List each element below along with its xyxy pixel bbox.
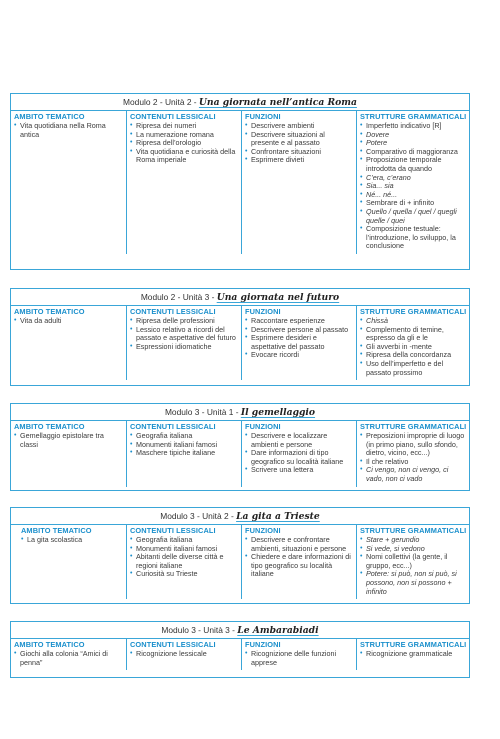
column-contenuti [126,639,241,670]
column-ambito [11,421,126,487]
list-item: • Uso dell’imperfetto e del passato prossimo [360,360,466,377]
column-header: CONTENUTI LESSICALI [130,526,216,535]
column-header: AMBITO TEMATICO [14,422,85,431]
column-header: FUNZIONI [245,640,281,649]
module-title-bar [11,289,469,306]
column-ambito [11,525,126,599]
list-item: • Il che relativo [360,458,466,467]
list-item: • Espressioni idiomatiche [130,343,238,352]
module-m3u2 [10,507,470,604]
list-item: • Esprimere divieti [245,156,353,165]
column-strutture [356,306,469,380]
column-header: STRUTTURE GRAMMATICALI [360,640,467,649]
list-item: • Chiedere e dare informazioni di tipo geografico su località italiane [245,553,353,579]
module-title: Una giornata nel futuro [216,292,340,303]
list-item: • Quello / quella / quel / quegli quelle / quei [360,208,466,225]
column-header: STRUTTURE GRAMMATICALI [360,422,467,431]
list-item: • Ripresa dell’orologio [130,139,238,148]
column-strutture [356,525,469,599]
column-header: FUNZIONI [245,422,281,431]
list-item: • Vita quotidiana e curiosità della Roma imperiale [130,148,238,165]
module-title: Il gemellaggio [240,407,316,418]
module-prefix: Modulo 3 - Unità 2 - [160,511,237,521]
column-header: AMBITO TEMATICO [14,307,85,316]
list-item: • C’era, c’erano [360,174,466,183]
list-item: • Ricognizione delle funzioni apprese [245,650,353,667]
module-title: Una giornata nell’antica Roma [198,97,357,108]
list-item: • Gemellaggio epistolare tra classi [14,432,123,449]
column-header: STRUTTURE GRAMMATICALI [360,526,467,535]
list-item: • Chissà [360,317,466,326]
module-m2u3 [10,288,470,386]
list-item: • Descrivere situazioni al presente e al passato [245,131,353,148]
column-header: CONTENUTI LESSICALI [130,422,216,431]
list-item: • Sembrare di + infinito [360,199,466,208]
list-item: • La gita scolastica [21,536,123,545]
list-item: • Descrivere persone al passato [245,326,353,335]
list-item: • Descrivere ambienti [245,122,353,131]
list-item: • Complemento di temine, espresso da gli e le [360,326,466,343]
list-item: • Scrivere una lettera [245,466,353,475]
column-header: STRUTTURE GRAMMATICALI [360,112,467,121]
list-item: • Né... né... [360,191,466,200]
list-item: • Sia... sia [360,182,466,191]
column-funzioni [241,639,356,670]
module-m3u1 [10,403,470,491]
list-item: • Preposizioni improprie di luogo (in primo piano, sullo sfondo, dietro, vicino, ecc...) [360,432,466,458]
module-m2u2 [10,93,470,270]
list-item: • Nomi collettivi (la gente, il gruppo, ecc...) [360,553,466,570]
column-header: AMBITO TEMATICO [14,640,85,649]
module-prefix: Modulo 2 - Unità 2 - [123,97,199,107]
module-title: Le Ambarabiadi [237,625,319,636]
column-header: CONTENUTI LESSICALI [130,112,216,121]
column-contenuti [126,306,241,380]
column-funzioni [241,306,356,380]
column-header: CONTENUTI LESSICALI [130,307,216,316]
list-item: • Ripresa della concordanza [360,351,466,360]
column-ambito [11,639,126,670]
list-item: • Vita quotidiana nella Roma antica [14,122,123,139]
list-item: • Geografia italiana [130,536,238,545]
column-funzioni [241,111,356,254]
list-item: • Esprimere desideri e aspettative del passato [245,334,353,351]
list-item: • Ripresa dei numeri [130,122,238,131]
list-item: • La numerazione romana [130,131,238,140]
list-item: • Lessico relativo a ricordi del passato e aspettative del futuro [130,326,238,343]
module-title-bar [11,404,469,421]
list-item: • Giochi alla colonia “Amici di penna” [14,650,123,667]
column-header: CONTENUTI LESSICALI [130,640,216,649]
list-item: • Ricognizione lessicale [130,650,238,659]
column-header: FUNZIONI [245,307,281,316]
list-item: • Comparativo di maggioranza [360,148,466,157]
list-item: • Gli avverbi in -mente [360,343,466,352]
list-item: • Composizione testuale: l’introduzione, lo sviluppo, la conclusione [360,225,466,251]
module-title-bar [11,508,469,525]
list-item: • Descrivere e confrontare ambienti, situazioni e persone [245,536,353,553]
module-prefix: Modulo 2 - Unità 3 - [140,292,217,302]
module-title: La gita a Trieste [236,511,320,522]
list-item: • Vita da adulti [14,317,123,326]
column-header: FUNZIONI [245,112,281,121]
list-item: • Ci vengo, non ci vengo, ci vado, non ci vado [360,466,466,483]
list-item: • Abitanti delle diverse città e regioni italiane [130,553,238,570]
list-item: • Dare informazioni di tipo geografico su località italiane [245,449,353,466]
list-item: • Ripresa delle professioni [130,317,238,326]
list-item: • Maschere tipiche italiane [130,449,238,458]
list-item: • Descrivere e localizzare ambienti e persone [245,432,353,449]
module-prefix: Modulo 3 - Unità 1 - [164,407,241,417]
list-item: • Dovere [360,131,466,140]
list-item: • Ricognizione grammaticale [360,650,466,659]
list-item: • Potere [360,139,466,148]
column-header: FUNZIONI [245,526,281,535]
list-item: • Stare + gerundio [360,536,466,545]
module-title-bar [11,622,469,639]
module-prefix: Modulo 3 - Unità 3 - [161,625,238,635]
column-strutture [356,421,469,487]
column-contenuti [126,111,241,254]
list-item: • Geografia italiana [130,432,238,441]
column-funzioni [241,421,356,487]
module-title-bar [11,94,469,111]
module-m3u3 [10,621,470,678]
column-strutture [356,639,469,670]
column-contenuti [126,421,241,487]
column-strutture [356,111,469,254]
column-funzioni [241,525,356,599]
list-item: • Curiosità su Trieste [130,570,238,579]
list-item: • Imperfetto indicativo [R] [360,122,466,131]
list-item: • Monumenti italiani famosi [130,441,238,450]
list-item: • Monumenti italiani famosi [130,545,238,554]
list-item: • Si vede, si vedono [360,545,466,554]
list-item: • Evocare ricordi [245,351,353,360]
list-item: • Confrontare situazioni [245,148,353,157]
list-item: • Potere: si può, non si può, si possono, non si possono + infinito [360,570,466,596]
column-contenuti [126,525,241,599]
column-ambito [11,306,126,380]
column-header: AMBITO TEMATICO [14,112,85,121]
column-header: STRUTTURE GRAMMATICALI [360,307,467,316]
column-ambito [11,111,126,254]
list-item: • Raccontare esperienze [245,317,353,326]
list-item: • Proposizione temporale introdotta da quando [360,156,466,173]
column-header: AMBITO TEMATICO [21,526,92,535]
